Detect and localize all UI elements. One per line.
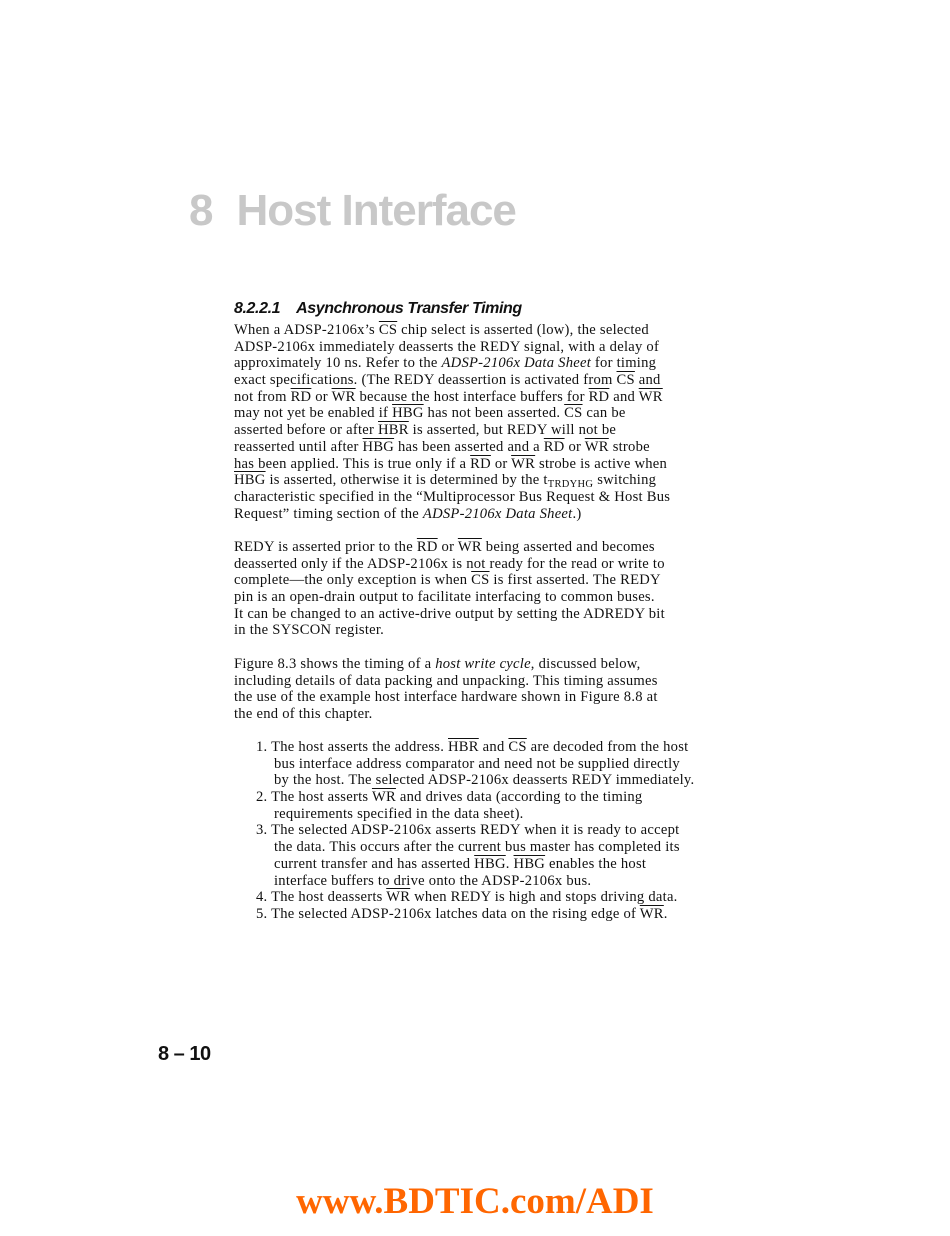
- signal-cs: $\overline{CS}$: [471, 572, 490, 589]
- text-line: pin is an open-drain output to facilitate interfacing to common buses.: [234, 589, 655, 606]
- text-line: $\overline{HBG}$ is asserted, otherwise it is determined by the $t_{TRDYHG}$ switching: [234, 472, 657, 491]
- text-line: reasserted until after $\overline{HBG}$ has been asserted and a $\overline{RD}$ or $\overline{WR}$ strobe: [234, 438, 650, 455]
- doc-reference: ADSP-2106x Data Sheet: [422, 505, 573, 522]
- text-line: asserted before or after $\overline{HBR}$ is asserted, but REDY will not be: [234, 422, 617, 439]
- signal-wr: $\overline{WR}$: [331, 388, 356, 405]
- text-line: REDY is asserted prior to the $\overline{RD}$ or $\overline{WR}$ being asserted and becomes: [234, 539, 655, 555]
- text-line: the use of the example host interface hardware shown in Figure 8.8 at: [234, 689, 658, 706]
- section-heading: [234, 300, 522, 318]
- text-line: may not yet be enabled if $\overline{HBG}$ has not been asserted. $\overline{CS}$ can be: [234, 405, 626, 422]
- signal-wr: $\overline{WR}$: [638, 388, 663, 405]
- text-line: characteristic specified in the “Multiprocessor Bus Request & Host Bus: [234, 488, 671, 505]
- text-line: It can be changed to an active-drive output by setting the ADREDY bit: [234, 605, 665, 622]
- signal-rd: $\overline{RD}$: [416, 539, 438, 555]
- list-item: 1. The host asserts the address. $\overline{HBR}$ and $\overline{CS}$ are decoded from the host bus interface address comparator and need not be supplied directly by the host. The selected ADSP-2106x deasserts REDY immediately.: [256, 739, 695, 789]
- paragraph-3: [234, 656, 754, 723]
- signal-cs: $\overline{CS}$: [508, 739, 527, 755]
- text-line: When a ADSP-2106x’s $\overline{CS}$ chip select is asserted (low), the selected: [234, 322, 649, 338]
- signal-wr: $\overline{WR}$: [457, 539, 482, 555]
- page-number: 8 – 10: [158, 1043, 211, 1065]
- text-line: deasserted only if the ADSP-2106x is not ready for the read or write to: [234, 555, 665, 572]
- signal-hbg: $\overline{HBG}$: [362, 438, 395, 455]
- chapter-title: [189, 183, 516, 239]
- text-line: including details of data packing and unpacking. This timing assumes: [234, 672, 658, 689]
- signal-wr: $\overline{WR}$: [639, 905, 664, 922]
- watermark-url[interactable]: www.BDTIC.com/ADI: [296, 1181, 654, 1222]
- signal-cs: $\overline{CS}$: [616, 372, 635, 389]
- signal-hbg: $\overline{HBG}$: [513, 855, 546, 872]
- text-line: approximately 10 ns. Refer to the ADSP-2106x Data Sheet for timing: [234, 355, 657, 372]
- signal-hbr: $\overline{HBR}$: [448, 739, 479, 755]
- doc-reference: ADSP-2106x Data Sheet: [441, 355, 592, 372]
- signal-rd: $\overline{RD}$: [470, 455, 491, 472]
- text-line: complete—the only exception is when $\overline{CS}$ is first asserted. The REDY: [234, 572, 661, 589]
- signal-wr: $\overline{WR}$: [584, 438, 609, 455]
- paragraph-1: [234, 322, 754, 522]
- text-line: the end of this chapter.: [234, 706, 373, 723]
- list-item: 5. The selected ADSP-2106x latches data on the rising edge of $\overline{WR}$.: [256, 905, 668, 922]
- chapter-number: 8: [189, 186, 213, 235]
- text-line: not from $\overline{RD}$ or $\overline{WR}$ because the host interface buffers for $\overline{RD}$ and $\overline{WR}$: [234, 388, 663, 405]
- signal-hbg: $\overline{HBG}$: [474, 855, 506, 872]
- list-item: 4. The host deasserts $\overline{WR}$ when REDY is high and stops driving data.: [256, 889, 678, 906]
- signal-hbr: $\overline{HBR}$: [378, 422, 409, 439]
- signal-hbg: $\overline{HBG}$: [392, 405, 424, 422]
- text-line: Request” timing section of the ADSP-2106x Data Sheet.): [234, 505, 582, 522]
- section-title: Asynchronous Transfer Timing: [296, 300, 522, 317]
- text-line: ADSP-2106x immediately deasserts the REDY signal, with a delay of: [234, 338, 660, 355]
- signal-rd: $\overline{RD}$: [588, 388, 610, 405]
- text-line: has been applied. This is true only if a $\overline{RD}$ or $\overline{WR}$ strobe is active when: [234, 455, 668, 472]
- list-item: 2. The host asserts $\overline{WR}$ and drives data (according to the timing requirements specified in the data sheet).: [256, 789, 643, 822]
- signal-cs: $\overline{CS}$: [564, 405, 583, 422]
- signal-wr: $\overline{WR}$: [386, 889, 411, 906]
- signal-wr: $\overline{WR}$: [371, 789, 396, 806]
- signal-wr: $\overline{WR}$: [511, 455, 536, 472]
- signal-rd: $\overline{RD}$: [290, 388, 312, 405]
- paragraph-2: [234, 539, 754, 639]
- signal-hbg: $\overline{HBG}$: [234, 472, 266, 489]
- steps-list: [256, 739, 756, 923]
- signal-cs: $\overline{CS}$: [378, 322, 398, 338]
- text-line: in the SYSCON register.: [234, 622, 385, 639]
- text-line: exact specifications. (The REDY deassertion is activated from $\overline{CS}$ and: [234, 372, 661, 389]
- subscript-trdyhg: TRDYHG: [547, 479, 594, 491]
- list-item: 3. The selected ADSP-2106x asserts REDY when it is ready to accept the data. This occurs after the current bus master has completed its current transfer and has asserted $\overline{HBG}$. $\overline{HBG}$ enables the host interface buffers to drive onto the ADSP-2106x bus.: [256, 822, 680, 889]
- chapter-name: Host Interface: [236, 186, 516, 235]
- section-number: 8.2.2.1: [234, 300, 281, 317]
- signal-rd: $\overline{RD}$: [543, 438, 565, 455]
- text-line: Figure 8.3 shows the timing of a host write cycle, discussed below,: [234, 656, 641, 672]
- emphasis: host write cycle: [435, 656, 531, 672]
